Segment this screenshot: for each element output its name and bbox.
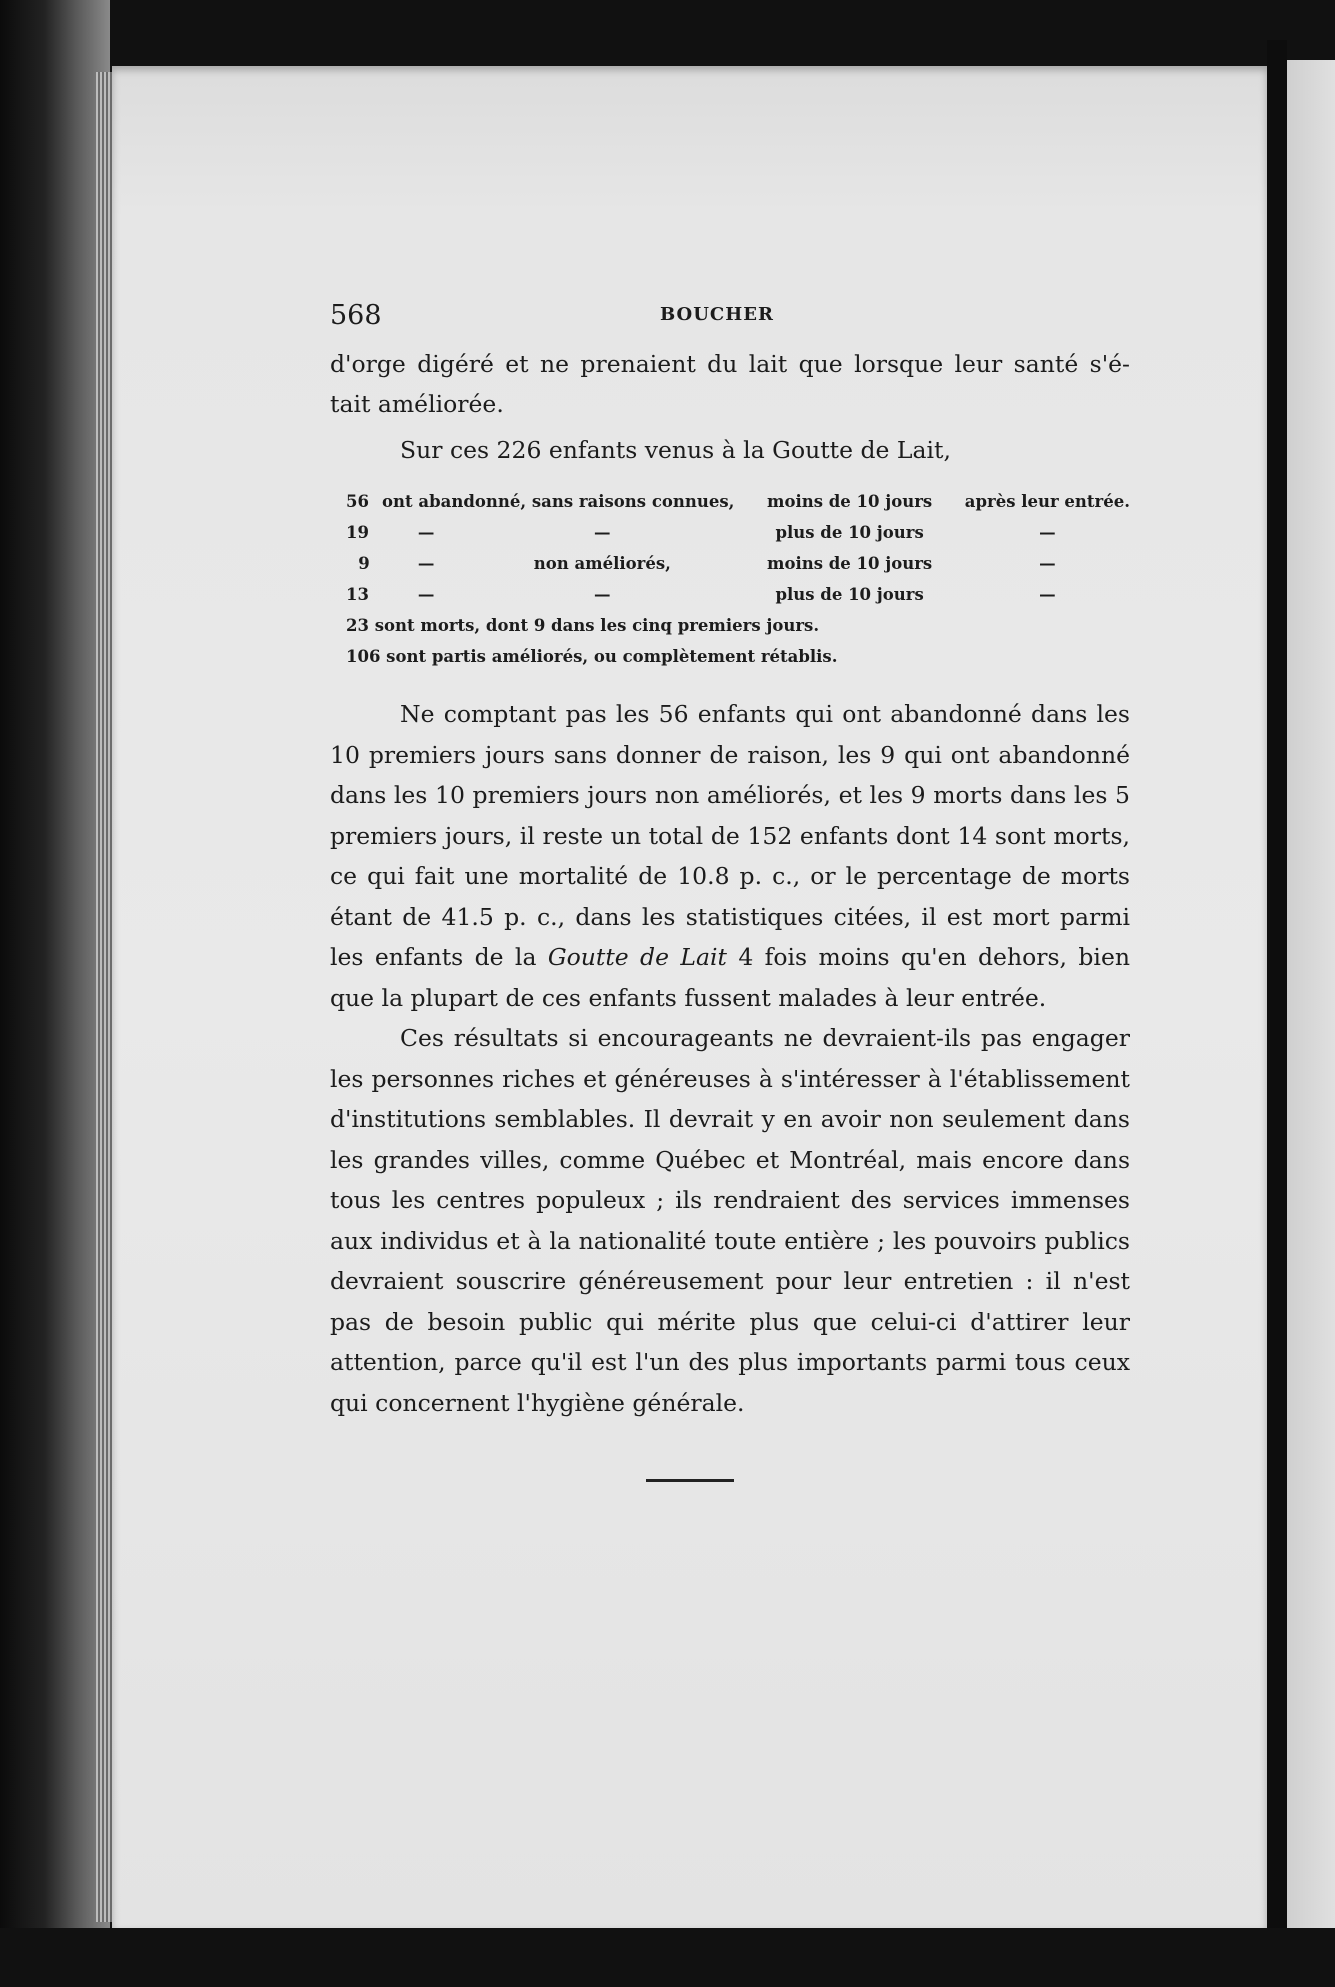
continuation-line-2: tait améliorée. <box>330 390 504 418</box>
body-text <box>330 694 1130 1423</box>
section-end-rule <box>646 1479 734 1482</box>
table-cell: ont abandonné, sans raisons connues, <box>382 492 735 511</box>
table-row <box>346 579 1130 610</box>
table-cell: — <box>1039 585 1056 604</box>
table-cell: 56 <box>346 492 369 511</box>
paragraph: Ces résultats si encourageants ne devraient-ils pas engager les personnes riches et généreuses à s'intéresser à l'établissement d'institutions semblables. Il devrait y en avoir non seulement dans les grandes villes, comme Québec et Montréal, mais encore dans tous les centres populeux ; ils rendraient des services immenses aux individus et à la nationalité toute entière ; les pouvoirs publics devraient souscrire généreusement pour leur entretien : il n'est pas de besoin public qui mérite plus que celui-ci d'attirer leur attention, parce qu'il est l'un des plus importants parmi tous ceux qui concernent l'hygiène générale. <box>330 1024 1130 1417</box>
table-row <box>346 548 1130 579</box>
table-cell: — <box>1039 523 1056 542</box>
gutter-shadow <box>1267 40 1287 1940</box>
intro-paragraph: Sur ces 226 enfants venus à la Goutte de Lait, <box>400 436 951 464</box>
table-cell: — <box>594 523 611 542</box>
table-cell: — <box>417 554 435 573</box>
running-title: BOUCHER <box>660 304 774 325</box>
table-cell: plus de 10 jours <box>775 523 924 542</box>
table-row <box>346 486 1130 517</box>
table-cell: non améliorés, <box>533 554 671 573</box>
table-cell: 19 <box>346 523 369 542</box>
table-row <box>346 517 1130 548</box>
facing-page-edge <box>1287 60 1335 1940</box>
table-cell: — <box>417 585 435 604</box>
continuation-line: d'orge digéré et ne prenaient du lait que lorsque leur santé s'é- <box>330 350 1130 378</box>
page-content <box>330 300 1130 1482</box>
table-note-improved: 106 sont partis améliorés, ou complètement rétablis. <box>346 647 838 666</box>
table-cell: moins de 10 jours <box>767 554 933 573</box>
running-head <box>330 300 1130 344</box>
table-cell: plus de 10 jours <box>775 585 924 604</box>
table-cell: — <box>1039 554 1056 573</box>
paragraph <box>330 694 1130 1018</box>
table-cell: 13 <box>346 585 369 604</box>
paragraph-text: Ne comptant pas les 56 enfants qui ont abandonné dans les 10 premiers jours sans donner de raison, les 9 qui ont abandonné dans les 10 premiers jours non améliorés, et les 9 morts dans les 5 premiers jours, il reste un total de 152 enfants dont 14 sont morts, ce qui fait une mortalité de 10.8 p. c., or le percentage de morts étant de 41.5 p. c., dans les statistiques citées, il est mort parmi les enfants de la <box>330 700 1130 971</box>
scan-bottom-border <box>0 1928 1335 1987</box>
scan-top-border <box>0 0 1335 66</box>
table-cell: — <box>417 523 435 542</box>
italic-title: Goutte de Lait <box>547 943 727 971</box>
page-number: 568 <box>330 300 382 331</box>
table-cell: après leur entrée. <box>964 492 1130 511</box>
table-cell: 9 <box>358 554 370 573</box>
table-note-deaths: 23 sont morts, dont 9 dans les cinq premiers jours. <box>346 616 820 635</box>
table-cell: moins de 10 jours <box>767 492 933 511</box>
statistics-table <box>346 486 1130 610</box>
table-cell: — <box>594 585 611 604</box>
book-spine-shadow <box>0 0 110 1987</box>
paragraph-text: 4 fois moins qu'en dehors, bien que la plupart de ces enfants fussent malades à leur entrée. <box>330 943 1130 1012</box>
